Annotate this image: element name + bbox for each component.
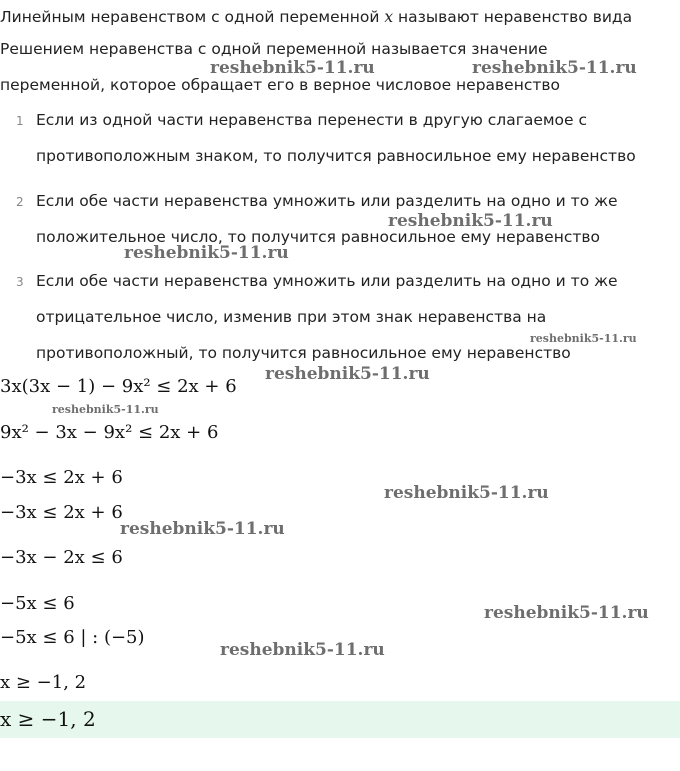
rule-3-line-1: Если обе части неравенства умножить или разделить на одно и то же: [36, 272, 618, 290]
step-2: 9x² − 3x − 9x² ≤ 2x + 6: [0, 422, 219, 443]
step-8: x ≥ −1, 2: [0, 672, 87, 693]
variable-x: x: [384, 8, 394, 26]
rule-number: 2: [16, 195, 24, 209]
rule-3-line-2: отрицательное число, изменив при этом знак неравенства на: [36, 308, 547, 326]
step-1: 3x(3x − 1) − 9x² ≤ 2x + 6: [0, 376, 237, 397]
definition-tail: называют неравенство вида: [393, 8, 633, 26]
step-6: −5x ≤ 6: [0, 593, 75, 614]
watermark: reshebnik5-11.ru: [530, 332, 637, 345]
rule-number: 3: [16, 275, 24, 289]
watermark: reshebnik5-11.ru: [210, 58, 375, 78]
solution-definition-line-1: Решением неравенства с одной переменной называется значение: [0, 40, 548, 58]
watermark: reshebnik5-11.ru: [484, 603, 649, 623]
rule-1-line-1: Если из одной части неравенства перенести в другую слагаемое с: [36, 111, 588, 129]
step-4: −3x ≤ 2x + 6: [0, 502, 123, 523]
definition-text: Линейным неравенством с одной переменной: [0, 8, 385, 26]
watermark: reshebnik5-11.ru: [384, 483, 549, 503]
step-3: −3x ≤ 2x + 6: [0, 467, 123, 488]
watermark: reshebnik5-11.ru: [472, 58, 637, 78]
answer-box: [0, 701, 680, 738]
step-7: −5x ≤ 6 | : (−5): [0, 627, 145, 648]
watermark: reshebnik5-11.ru: [124, 243, 289, 263]
watermark: reshebnik5-11.ru: [52, 403, 159, 416]
solution-definition-line-2: переменной, которое обращает его в верное числовое неравенство: [0, 76, 561, 94]
rule-number: 1: [16, 114, 24, 128]
rule-3-line-3: противоположный, то получится равносильное ему неравенство: [36, 344, 571, 362]
step-5: −3x − 2x ≤ 6: [0, 547, 123, 568]
watermark: reshebnik5-11.ru: [265, 364, 430, 384]
watermark: reshebnik5-11.ru: [220, 640, 385, 660]
watermark: reshebnik5-11.ru: [388, 211, 553, 231]
rule-2-line-1: Если обе части неравенства умножить или разделить на одно и то же: [36, 192, 618, 210]
rule-1-line-2: противоположным знаком, то получится равносильное ему неравенство: [36, 147, 636, 165]
definition-line-1: [0, 8, 632, 26]
watermark: reshebnik5-11.ru: [120, 519, 285, 539]
rule-2-line-2: положительное число, то получится равносильное ему неравенство: [36, 228, 601, 246]
answer-text: x ≥ −1, 2: [0, 707, 96, 731]
